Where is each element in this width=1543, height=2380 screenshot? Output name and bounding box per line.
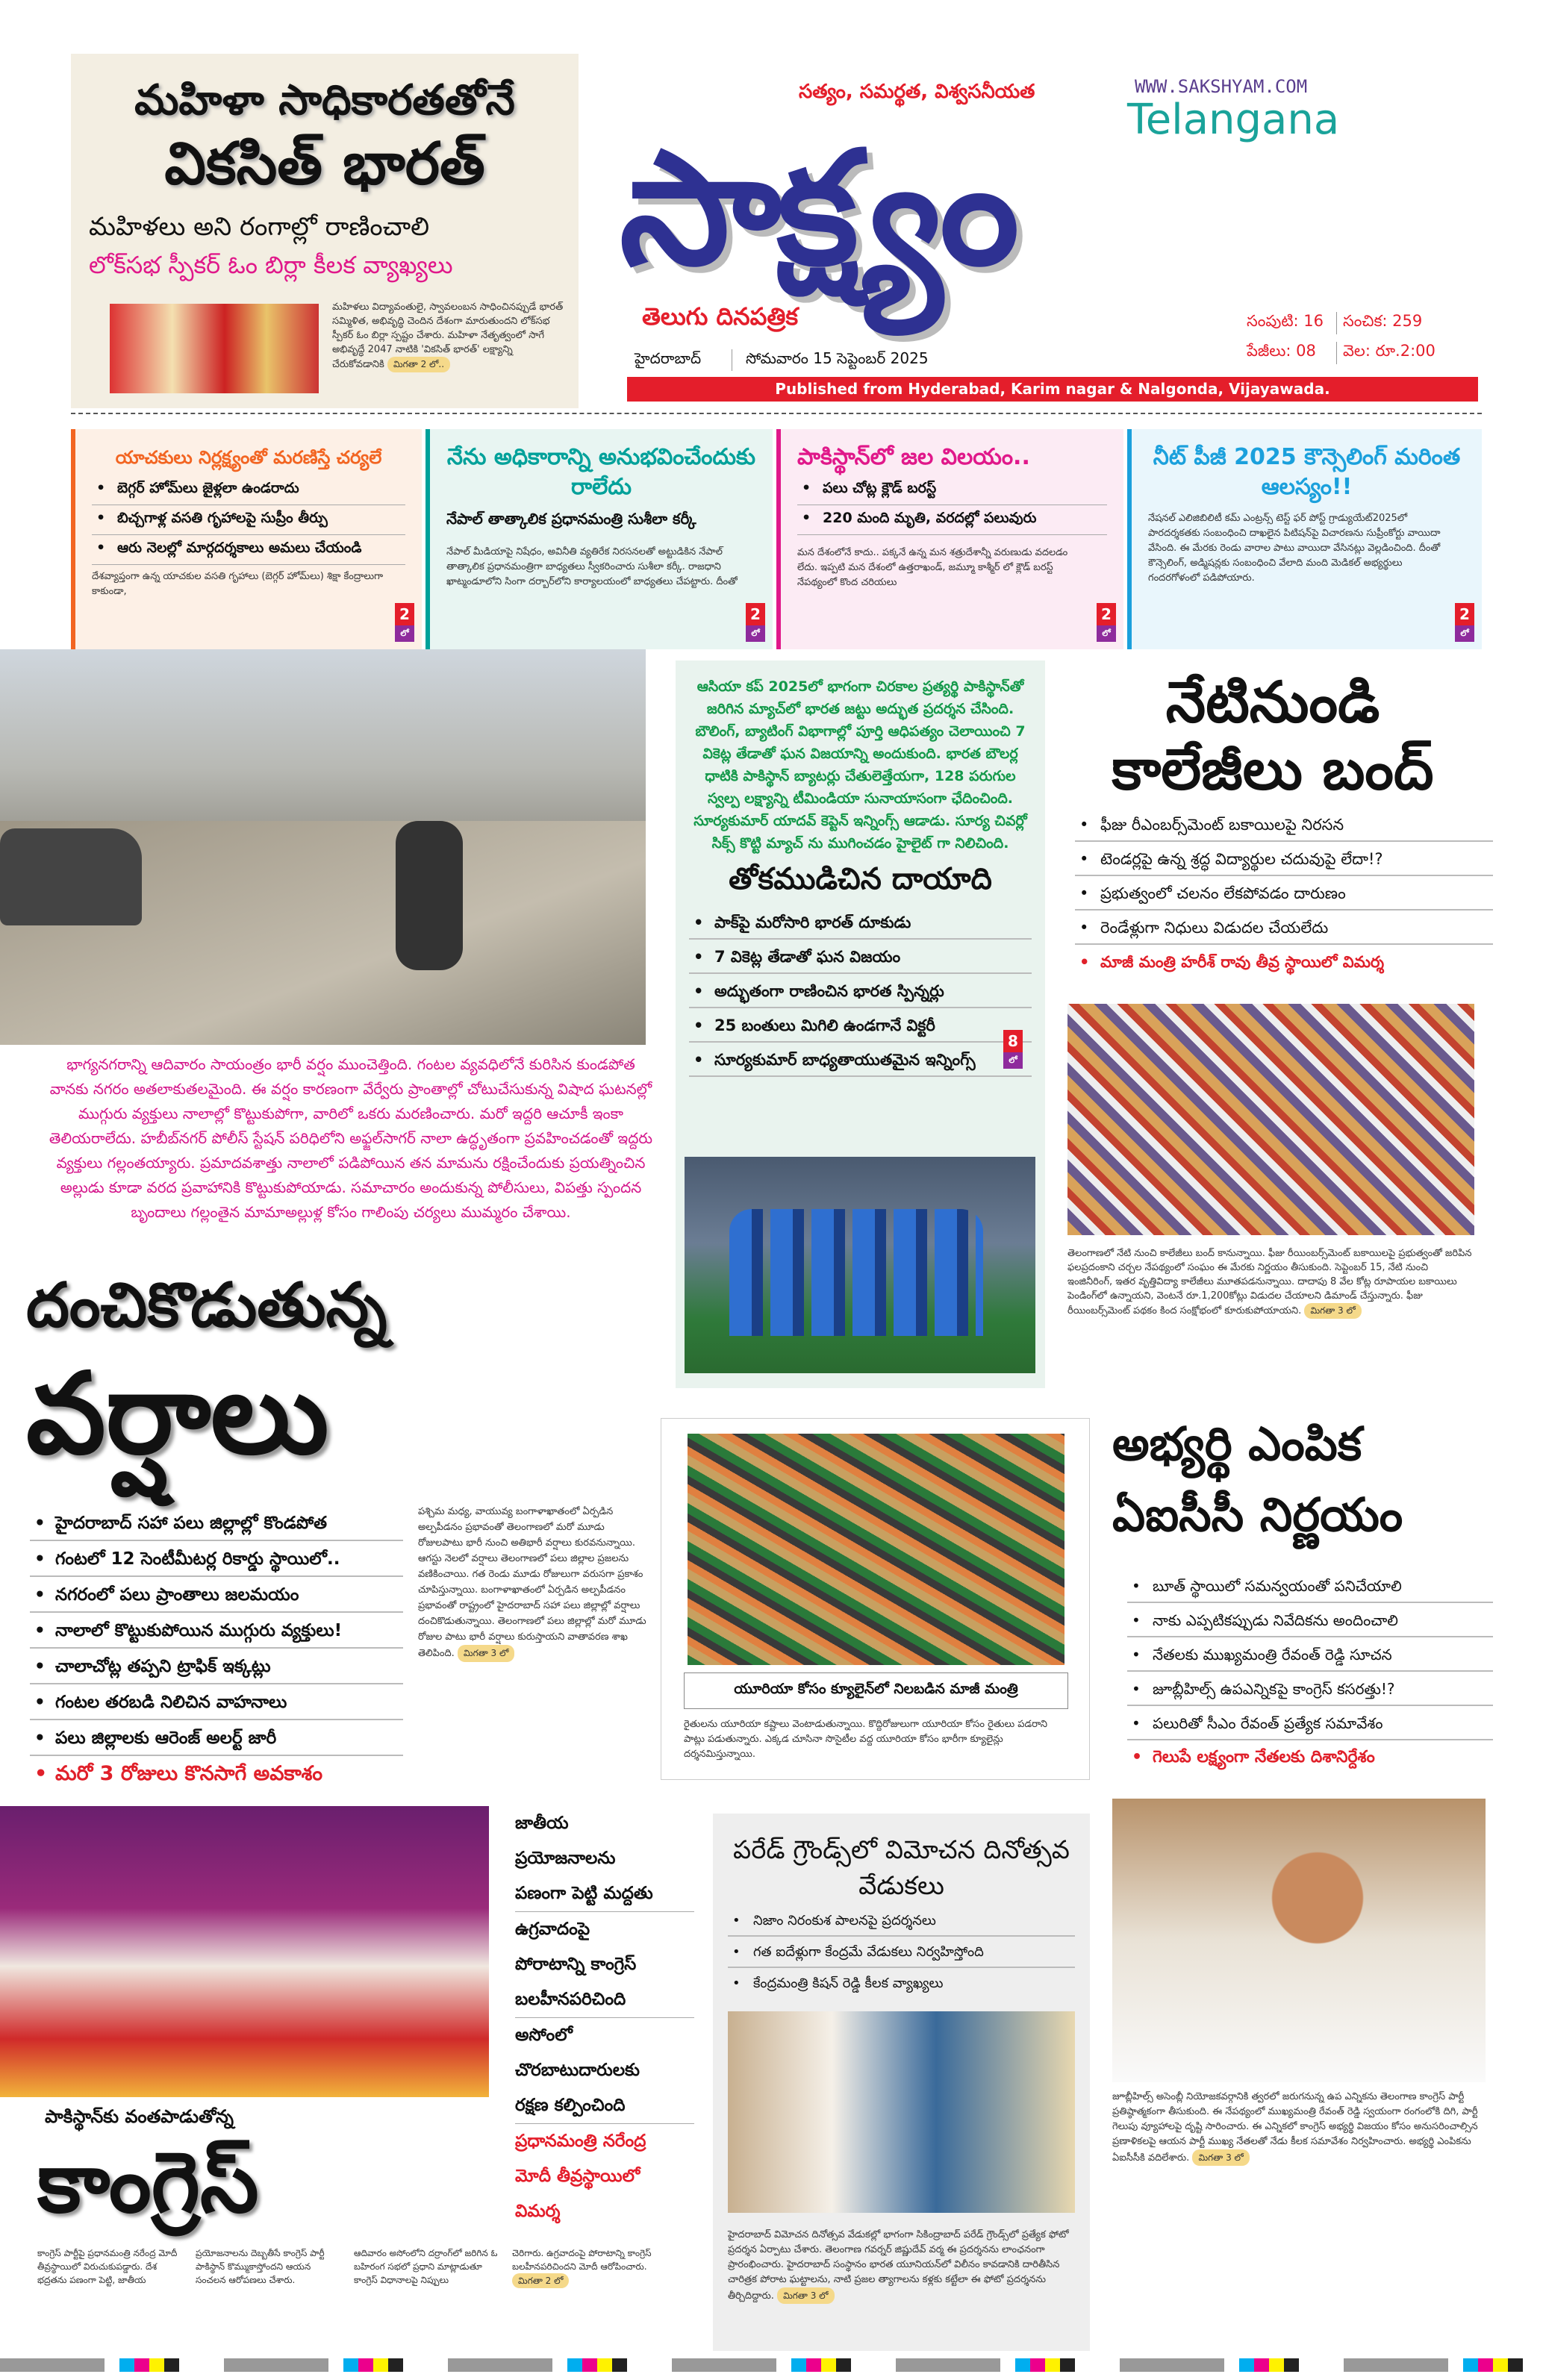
body-column: ఆదివారం అసోంలోని దర్రాంగ్‌లో జరిగిన ఓ బహిరంగ సభలో ప్రధాని మాట్లాడుతూ కాంగ్రెస్ విధానాలపై నిప్పులు [354,2248,498,2285]
body-column: కాంగ్రెస్ పార్టీపై ప్రధానమంత్రి నరేంద్ర మోదీ తీవ్రస్థాయిలో విరుచుకుపడ్డారు. దేశ భద్రతను పణంగా పెట్టి, జాతీయ [37,2248,178,2285]
bullet: • 7 వికెట్ల తేడాతో ఘన విజయం [689,946,1032,974]
bullet: • కేంద్రమంత్రి కిషన్ రెడ్డి కీలక వ్యాఖ్యలు [728,1974,1075,1998]
bullet: • అద్భుతంగా రాణించిన భారత స్పిన్నర్లు [689,980,1032,1008]
masthead [620,60,1486,403]
rain-bullets [30,1511,403,1796]
bullet: • బెగ్గర్ హోమ్‌లు జైళ్లలా ఉండరాదు [92,480,405,505]
bullet: • సూర్యకుమార్ బాధ్యతాయుతమైన ఇన్నింగ్స్ [689,1049,1032,1077]
urea-box [661,1418,1090,1780]
colleges-headline-1: నేటినుండి [1165,669,1380,735]
parade-body: హైదరాబాద్ విమోచన దినోత్సవ వేడుకల్లో భాగంగా సికింద్రాబాద్ పరేడ్ గ్రౌండ్స్‌లో ప్రత్యేక ఫోటో ప్రదర్శన ఏర్పాటు చేశారు. తెలంగాణ గవర్నర్ జిష్ణుదేవ్ వర్మ ఈ ప్రదర్శనను లాంఛనంగా ప్రారంభించారు. హైదరాబాద్ సంస్థానం భారత యూనియన్‌లో విలీనం కావడానికి దారితీసిన చారిత్రక పోరాట ఘట్టాలను, నాటి ప్రజల త్యాగాలను కళ్లకు కట్టేలా ఈ ఫోటో ప్రదర్శనను తీర్చిదిద్దారు. మిగతా 3 లో [728,2228,1075,2304]
parade-box [713,1814,1090,2351]
revanth-photo [1112,1799,1486,2082]
divider [71,413,1482,414]
box-body: మన దేశంలోనే కాదు.. పక్కనే ఉన్న మన శత్రుదేశాన్నీ వరుణుడు వదలడం లేదు. ఇప్పటి మన దేశంలో ఉత్తరాఖండ్, జమ్మూ కాశ్మీర్ లో క్లౌడ్ బరస్ట్ నేపథ్యంలో కొంద చరియలు [797,547,1068,588]
rain-headline-1: దంచికొడుతున్న [26,1270,387,1341]
bullet: • నాకు ఎప్పటికప్పుడు నివేదికను అందించాలి [1127,1609,1493,1637]
bullet: • నిజాం నిరంకుశ పాలనపై ప్రదర్శనలు [728,1911,1075,1937]
side-line: చొరబాటుదారులకు [515,2061,640,2080]
parade-photo [728,2011,1075,2213]
side-line-red: మోదీ తీవ్రస్థాయిలో [515,2167,640,2186]
aicc-bullets [1127,1575,1493,1779]
continued-link[interactable]: మిగతా 2 లో [512,2273,569,2288]
colleges-body: తెలంగాణలో నేటి నుంచి కాలేజీలు బంద్ కానున్నాయి. ఫీజు రీయింబర్స్‌మెంట్ బకాయిలపై ప్రభుత్వంతో జరిపిన ఫలప్రదంకాని చర్చల నేపథ్యంలో సంఘం ఈ మేరకు నిర్ణయం తీసుకుంది. సెప్టెంబర్ 15, నేటి నుంచి ఇంజినీరింగ్, ఇతర వృత్తివిద్యా కాలేజీలు మూతపడనున్నాయి. దాదాపు 8 వేల కోట్ల రూపాయల బకాయిలు పెండింగ్‌లో ఉన్నాయని, వెంటనే రూ.1,200కోట్లు విడుదల చేయాలని డిమాండ్ చేస్తున్నారు. ఫీజు రీయింబర్స్‌మెంట్ పథకం కింద సంక్షోభంలో కూరుకుపోయాయని. మిగతా 3 లో [1067,1246,1474,1319]
cricket-photo [685,1157,1035,1373]
ad-body: మహిళలు విద్యావంతులై, స్వావలంబన సాధించినప్పుడే భారత్ సమ్మిళిత, అభివృద్ధి చెందిన దేశంగా మారుతుందని లోక్‌సభ స్పీకర్ ఓం బిర్లా స్పష్టం చేశారు. మహిళా నేతృత్వంలో సాగే అభివృద్ధే 2047 నాటికి 'వికసిత్ భారత్' లక్ష్యాన్ని చేరుకోవడానికి మిగతా 2 లో.. [332,300,564,372]
bullet: • పలురితో సీఎం రేవంత్ ప్రత్యేక సమావేశం [1127,1712,1493,1740]
cricket-box [676,660,1045,1388]
continued-link[interactable]: మిగతా 2 లో.. [387,357,450,372]
bullet: • నేతలకు ముఖ్యమంత్రి రేవంత్ రెడ్డి సూచన [1127,1643,1493,1672]
ad-headline-1: మహిళా సాధికారతతోనే [134,76,515,125]
colleges-photo [1067,1004,1474,1235]
issue: సంచిక: 259 [1336,312,1422,334]
aicc-body: జూబ్లీహిల్స్ అసెంబ్లీ నియోజకవర్గానికి త్వరలో జరుగనున్న ఉప ఎన్నికను తెలంగాణ కాంగ్రెస్ పార్టీ ప్రతిష్ఠాత్మకంగా తీసుకుంది. ఈ నేపథ్యంలో ముఖ్యమంత్రి రేవంత్ రెడ్డి స్వయంగా రంగంలోకి దిగి, పార్టీ గెలుపు వ్యూహాలపై దృష్టి సారించారు. ఈ ఎన్నికలో కాంగ్రెస్ అభ్యర్థి విజయం కోసం అనుసరించాల్సిన ప్రణాళికలపై ఆయన పార్టీ ముఖ్య నేతలతో నేడు కీలక సమావేశం నిర్వహించారు. అభ్యర్థి ఎంపికను ఏఐసీసీకి వదిలేశారు. మిగతా 3 లో [1112,2090,1486,2166]
side-line: బలహీనపరిచింది [515,1982,694,2018]
box-title: పాకిస్థాన్‌లో జల విలయం.. [797,444,1030,470]
body-column: చెరిగారు. ఉగ్రవాదంపై పోరాటాన్ని కాంగ్రెస్ బలహీనపరిచిందని మోదీ ఆరోపించారు. [512,2248,652,2272]
aicc-headline-1: అభ్యర్థి ఎంపిక [1112,1417,1362,1471]
bullet: • పలు చోట్ల క్లౌడ్ బరస్ట్ [797,480,1107,505]
bullet: • ఆరు నెలల్లో మార్గదర్శకాలు అమలు చేయండి [92,540,405,565]
volume: సంపుటి: 16 [1247,312,1324,330]
rain-headline-2: వర్షాలు [26,1349,329,1479]
congress-body [37,2246,657,2288]
continued-link[interactable]: మిగతా 3 లో [1304,1303,1361,1319]
urea-photo [688,1434,1064,1665]
cricket-lead: ఆసియా కప్ 2025లో భాగంగా చిరకాల ప్రత్యర్థి పాకిస్థాన్‌తో జరిగిన మ్యాచ్‌లో భారత జట్టు అద్భుత ప్రదర్శన చేసింది. బౌలింగ్, బ్యాటింగ్ విభాగాల్లో పూర్తి ఆధిపత్యం చెలాయించి 7 వికెట్ల తేడాతో ఘన విజయాన్ని అందుకుంది. భారత బౌలర్ల ధాటికి పాకిస్థాన్ బ్యాటర్లు చేతులెత్తేయగా, 128 పరుగుల స్వల్ప లక్ష్యాన్ని టీమిండియా సునాయాసంగా ఛేదించింది. సూర్యకుమార్ యాదవ్ కెప్టెన్ ఇన్నింగ్స్ ఆడాడు. సూర్య చివర్లో సిక్స్ కొట్టి మ్యాచ్ ను ముగించడం హైలైట్ గా నిలిచింది. [693,678,1027,852]
bullet-highlight: • మాజీ మంత్రి హరీశ్ రావు తీవ్ర స్థాయిలో విమర్శ [1075,951,1493,978]
side-line: పణంగా పెట్టి మద్దతు [515,1876,694,1912]
tagline: సత్యం, సమర్థత, విశ్వసనీయత [799,81,1035,103]
bullet: • నగరంలో పలు ప్రాంతాలు జలమయం [30,1583,403,1613]
aicc-headline-2: ఏఐసీసీ నిర్ణయం [1112,1487,1403,1542]
colleges-headline-2: కాలేజీలు బంద్ [1112,736,1434,802]
edition: Telangana [1127,96,1340,144]
bullet: • చాలాచోట్ల తప్పని ట్రాఫిక్ ఇక్కట్లు [30,1655,403,1684]
story-box-nepal[interactable] [426,429,773,649]
bullet-highlight: • గెలుపే లక్ష్యంగా నేతలకు దిశానిర్దేశం [1127,1746,1493,1773]
box-title: నీట్ పీజీ 2025 కౌన్సెలింగ్ మరింత ఆలస్యం!! [1153,444,1461,500]
continued-link[interactable]: మిగతా 3 లో [777,2287,834,2304]
side-line-red: విమర్శ [515,2202,561,2221]
rain-body: పశ్చిమ మధ్య, వాయువ్య బంగాళాఖాతంలో ఏర్పడిన అల్పపీడనం ప్రభావంతో తెలంగాణలో మరో మూడు రోజులపాటు భారీ నుంచి అతిభారీ వర్షాలు కురవనున్నాయి. ఆగస్టు నెలలో వర్షాలు తెలంగాణలో పలు జిల్లాల ప్రజలను వణికించాయి. గత రెండు మూడు రోజులుగా వరుసగా ప్రకాశం చూపిస్తున్నాయి. బంగాళాఖాతంలో ఏర్పడిన అల్పపీడనం ప్రభావంతో రాష్ట్రంలో హైదరాబాద్ సహా పలు జిల్లాల్లో వర్షాలు దంచికొడుతున్నాయి. తెలంగాణలో పలు జిల్లాల్లో మరో మూడు రోజుల పాటు భారీ వర్షాలు కురుస్తాయని వాతావరణ శాఖ తెలిపింది. మిగతా 3 లో [418,1504,649,1662]
price: వెల: రూ.2:00 [1336,342,1436,364]
ad-sub: మహిళలు అని రంగాల్లో రాణించాలి [89,212,430,242]
congress-headline: కాంగ్రెస్ [37,2134,259,2231]
side-line: పోరాటాన్ని కాంగ్రెస్ [515,1955,637,1974]
bullet: • బూత్ స్థాయిలో సమన్వయంతో పనిచేయాలి [1127,1575,1493,1603]
box-title: నేను అధికారాన్ని అనుభవించేందుకు రాలేదు [446,444,756,500]
published-bar: Published from Hyderabad, Karim nagar & Nalgonda, Vijayawada. [627,377,1478,402]
body-column: ప్రయోజనాలను దెబ్బతీసే కాంగ్రెస్ పార్టీ పాకిస్థాన్ కొమ్ముకాస్తోందని ఆయన సంచలన ఆరోపణలు చేశారు. [196,2248,325,2285]
side-line: ప్రయోజనాలను [515,1849,616,1868]
story-box-pakistan-floods[interactable] [776,429,1123,649]
continued-link[interactable]: మిగతా 3 లో [1192,2149,1249,2166]
continued-link[interactable]: మిగతా 3 లో [458,1645,514,1662]
page-badge[interactable]: 2 లో [395,603,414,642]
page-badge[interactable]: 2 లో [746,603,765,642]
bullet: • గంటలో 12 సెంటీమీటర్ల రికార్డు స్థాయిలో.. [30,1547,403,1577]
bullet-highlight: • మరో 3 రోజులు కొనసాగే అవకాశం [30,1762,403,1790]
congress-kicker: పాకిస్థాన్‌కు వంతపాడుతోన్న [45,2106,234,2127]
ad-photo [110,304,319,393]
side-line-red: ప్రధానమంత్రి నరేంద్ర [515,2131,646,2151]
bullet: • బిచ్చగాళ్ల వసతి గృహాలపై సుప్రీం తీర్పు [92,510,405,535]
page-badge[interactable]: 2 లో [1097,603,1116,642]
bullet: • టెండర్లపై ఉన్న శ్రద్ధ విద్యార్థుల చదువుపై లేదా!? [1075,848,1493,876]
box-subtitle: నేపాల్ తాత్కాలిక ప్రధానమంత్రి సుశీలా కర్కీ [446,510,696,528]
box-title: యాచకులు నిర్లక్ష్యంతో మరణిస్తే చర్యలే [115,447,382,468]
side-line: రక్షణ కల్పించింది [515,2088,694,2124]
cricket-headline: తోకముడిచిన దాయాది [729,862,992,896]
bullet: • రెండేళ్లుగా నిధులు విడుదల చేయలేదు [1075,916,1493,945]
bullet: • నాలాలో కొట్టుకుపోయిన ముగ్గురు వ్యక్తులు! [30,1619,403,1649]
box-body: నేపాల్ మీడియాపై నిషేధం, అవినీతి వ్యతిరేక నిరసనలతో అట్టుడికిన నేపాల్ తాత్కాలిక ప్రధానమంత్రిగా బాధ్యతలు స్వీకరించారు సుశీలా కర్కీ. రాజధాని ఖాట్మండూలోని సింగా దర్బార్‌లోని కార్యాలయంలో బాధ్యతలు చేపట్టారు. దీంతో [446,546,738,587]
page-badge[interactable]: 2 లో [1455,603,1474,642]
story-box-beggars[interactable] [71,429,422,649]
congress-side-points [515,1806,694,2229]
bullet: • 220 మంది మృతి, వరదల్లో పలువురు [797,510,1107,535]
bullet: • 25 బంతులు మిగిలి ఉండగానే విక్టరీ [689,1014,1032,1043]
subtitle: తెలుగు దినపత్రిక [642,302,799,331]
city: హైదరాబాద్ [635,349,702,367]
date: సోమవారం 15 సెప్టెంబర్ 2025 [732,349,929,371]
urea-body: రైతులను యూరియా కష్టాలు వెంటాడుతున్నాయి. కొద్దిరోజులుగా యూరియా కోసం రైతులు పడరాని పాట్లు పడుతున్నారు. ఎక్కడ చూసినా సొసైటీల వద్ద యూరియా కోసం భారీగా క్యూలైన్లు దర్శనమిస్తున్నాయి. [684,1719,1048,1760]
story-box-neet[interactable] [1127,429,1482,649]
page-badge[interactable]: 8 లో [1003,1030,1023,1069]
bullet: • పలు జిల్లాలకు ఆరెంజ్ అలర్ట్ జారీ [30,1726,403,1756]
modi-rally-photo [0,1806,489,2097]
side-line: అసోంలో [515,2026,573,2045]
ad-box [71,54,579,408]
side-line: ఉగ్రవాదంపై [515,1920,590,1939]
ad-sub-2: లోక్‌సభ స్పీకర్ ఓం బిర్లా కీలక వ్యాఖ్యలు [89,251,453,279]
colleges-bullets [1075,813,1493,984]
box-body: నేషనల్ ఎలిజిబిలిటీ కమ్ ఎంట్రన్స్ టెస్ట్ ఫర్ పోస్ట్ గ్రాడ్యుయేట్2025లో పారదర్శకతకు సంబంధించి దాఖలైన పిటిషన్‌పై విచారణను సుప్రీంకోర్టు వాయిదా వేసింది. ఈ మేరకు రెండు వారాల పాటు వాయిదా వేసినట్లు వెల్లడించింది. దీంతో కౌన్సెలింగ్, అడ్మిషన్లకు సంబంధించి వేలాది మంది మెడికల్ అభ్యర్థులు గందరగోళంలో పడిపోయారు. [1148,513,1441,584]
pages: పేజీలు: 08 [1247,342,1316,360]
rain-lead: భాగ్యనగరాన్ని ఆదివారం సాయంత్రం భారీ వర్షం ముంచెత్తింది. గంటల వ్యవధిలోనే కురిసిన కుండపోత వానకు నగరం అతలాకుతలమైంది. ఈ వర్షం కారణంగా వేర్వేరు ప్రాంతాల్లో చోటుచేసుకున్న విషాద ఘటనల్లో ముగ్గురు వ్యక్తులు నాలాల్లో కొట్టుకుపోగా, వారిలో ఒకరు మరణించారు. మరో ఇద్దరి ఆచూకీ ఇంకా తెలియరాలేదు. హబీబ్‌నగర్ పోలీస్ స్టేషన్ పరిధిలోని అఫ్జల్‌సాగర్ నాలా ఉద్ధృతంగా ప్రవహించడంతో ఇద్దరు వ్యక్తులు గల్లంతయ్యారు. ప్రమాదవశాత్తు నాలాలో పడిపోయిన తన మామను రక్షించేందుకు ప్రయత్నించిన అల్లుడు కూడా వరద ప్రవాహానికి కొట్టుకుపోయాడు. సమాచారం అందుకున్న పోలీసులు, విపత్తు స్పందన బృందాలు గల్లంతైన మామాఅల్లుళ్ల కోసం గాలింపు చర్యలు ముమ్మరం చేశాయి. [49,1055,653,1221]
bullet: • పాక్‌పై మరోసారి భారత్ దూకుడు [689,911,1032,940]
flood-photo [0,649,646,1045]
parade-bullets [728,1911,1075,1998]
parade-headline: పరేడ్ గ్రౌండ్స్‌లో విమోచన దినోత్సవ వేడుకలు [733,1835,1070,1901]
bullet: • ప్రభుత్వంలో చలనం లేకపోవడం దారుణం [1075,882,1493,911]
side-line: జాతీయ [515,1814,569,1833]
registration-bar [0,2358,1543,2372]
cricket-bullets [689,911,1032,1077]
bullet: • గత ఐదేళ్లుగా కేంద్రమే వేడుకలు నిర్వహిస్తోంది [728,1943,1075,1968]
bullet: • గంటల తరబడి నిలిచిన వాహనాలు [30,1690,403,1720]
bullet: • జూబ్లీహిల్స్ ఉపఎన్నికపై కాంగ్రెస్ కసరత్తు!? [1127,1678,1493,1706]
website[interactable]: WWW.SAKSHYAM.COM [1135,76,1308,97]
ad-headline-2: వికసిత్ భారత్ [164,131,485,198]
bullet: • హైదరాబాద్ సహా పలు జిల్లాల్లో కొండపోత [30,1511,403,1541]
urea-caption: యూరియా కోసం క్యూలైన్‌లో నిలబడిన మాజీ మంత్రి [684,1672,1068,1709]
bullet: • ఫీజు రీఎంబర్స్‌మెంట్ బకాయిలపై నిరసన [1075,813,1493,842]
logo: సాక్ష్యం [620,117,1015,300]
box-body: దేశవ్యాప్తంగా ఉన్న యాచకుల వసతి గృహాలు (బెగ్గర్ హోమ్‌లు) శిక్షా కేంద్రాలుగా కాకుండా, [92,571,384,597]
